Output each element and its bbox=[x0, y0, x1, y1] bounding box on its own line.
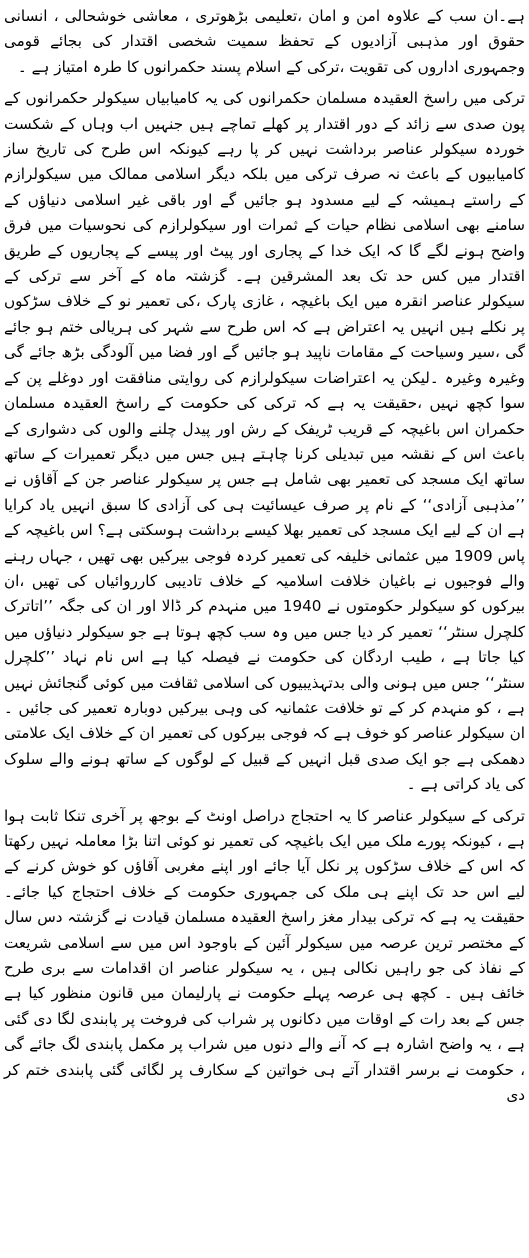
paragraph-secular-opposition: ترکی میں راسخ العقیدہ مسلمان حکمرانوں کی یہ کامیابیاں سیکولر حکمرانوں کے پون صدی سے زائد کے دور اقتدار پر کھلے تماچے ہیں جنہیں اب وہاں کے شکست خوردہ سیکولر عناصر برداشت نہیں کر پا رہے کیونکہ اس طرح کی تاریخ ساز کامیابیوں کے باعث نہ صرف ترکی میں بلکہ دیگر اسلامی ممالک میں سیکولرازم کے راستے ہمیشہ کے لیے مسدود ہو جائیں گے اور باقی غیر اسلامی دنیاؤں کے سامنے بھی اسلامی نظام حیات کے ثمرات اور سیکولرازم کی نحوسیات میں فرق واضح ہونے لگے گا کہ ایک خدا کے پجاری اور پیٹ اور پیسے کے پجاریوں کے طریق اقتدار میں کس حد تک بعد المشرقین ہے۔ گزشتہ ماہ کے آخر سے ترکی کے سیکولر عناصر انقرہ میں ایک باغیچہ ، غازی پارک ،کی تعمیر نو کے خلاف سڑکوں پر نکلے ہیں انہیں یہ اعتراض ہے کہ اس طرح سے شہر کی ہریالی ختم ہو جائے گی ،سیر وسیاحت کے مقامات ناپید ہو جائیں گے اور فضا میں آلودگی بڑھ جائے گی وغیرہ وغیرہ ۔لیکن یہ اعتراضات سیکولرازم کی روایتی منافقت اور دوغلے پن کے سوا کچھ نہیں ،حقیقت یہ ہے کہ ترکی کی حکومت کے راسخ العقیدہ مسلمان حکمران اس باغیچہ کے قریب ٹریفک کے رش اور پیدل چلنے والوں کی دشواری کے باعث اس کے نقشہ میں تبدیلی کرنا چاہتے ہیں جس میں دیگر تعمیرات کے ساتھ ساتھ ایک مسجد کی تعمیر بھی شامل ہے جس پر سیکولر عناصر جن کے آقاؤں نے ’’مذہبی آزادی‘‘ کے نام پر صرف عیسائیت ہی کی آزادی کا سبق انہیں یاد کرایا ہے ان کے لیے ایک مسجد کی تعمیر بھلا کیسے برداشت ہوسکتی ہے؟ اس باغیچہ کے پاس 1909 میں عثمانی خلیفہ کی تعمیر کردہ فوجی بیرکیں بھی تھیں ، جہاں رہنے والے فوجیوں نے باغیان خلافت اسلامیہ کے خلاف تادیبی کارروائیاں کی تھیں ،ان بیرکوں کو سیکولر حکومتوں نے 1940 میں منہدم کر ڈالا اور ان کی جگہ ’’اتاترک کلچرل سنٹر‘‘ تعمیر کر دیا جس میں وہ سب کچھ ہوتا ہے جو سیکولر دنیاؤں میں کیا جاتا ہے ، طیب اردگان کی حکومت نے فیصلہ کیا ہے اس نام نہاد ’’کلچرل سنٹر‘‘ جس میں ہونی والی بدتہذیبیوں کی اسلامی ثقافت میں کوئی گنجائش نہیں ہے ، کو منہدم کر کے تو خلافت عثمانیہ کی وہی بیرکیں دوبارہ تعمیر کی جائیں ۔ ان سیکولر عناصر کو خوف ہے کہ فوجی بیرکوں کی تعمیر ان کے خلاف ایک علامتی دھمکی ہے جو ایک صدی قبل انہیں کے قبیل کے لوگوں کے ساتھ ہونے والے سلوک کی یاد کراتی ہے ۔ bbox=[4, 89, 525, 794]
paragraph-protest: ترکی کے سیکولر عناصر کا یہ احتجاج دراصل اونٹ کے بوجھ پر آخری تنکا ثابت ہوا ہے ، کیونکہ پورے ملک میں ایک باغیچہ کی تعمیر نو کوئی اتنا بڑا معاملہ نہیں رکھتا کہ اس کے خلاف سڑکوں پر نکل آیا جائے اور اپنے مغربی آقاؤں کو خوش کرنے کے لیے اس حد تک اپنے ہی ملک کی جمہوری حکومت کے خلاف احتجاج کیا جائے۔ حقیقت یہ ہے کہ ترکی بیدار مغز راسخ العقیدہ مسلمان قیادت نے گزشتہ دس سال کے مختصر ترین عرصہ میں سیکولر آئین کے باوجود اس میں سے اسلامی شریعت کے نفاذ کی جو راہیں نکالی ہیں ، یہ سیکولر عناصر ان اقدامات سے بری طرح خائف ہیں ۔ کچھ ہی عرصہ پہلے حکومت نے پارلیمان میں قانون منظور کیا ہے جس کے بعد رات کے اوقات میں دکانوں پر شراب کی فروخت پر پابندی لگا دی گئی ہے ، یہ واضح اشارہ ہے کہ آنے والے دنوں میں شراب پر مکمل پابندی لگ جائے گی ، حکومت نے برسر اقتدار آتے ہی خواتین کے سکارف پر لگائی گئی پابندی ختم کر دی bbox=[4, 806, 525, 1105]
article-body bbox=[4, 4, 525, 1108]
paragraph-intro: ہے۔ان سب کے علاوہ امن و امان ،تعلیمی بڑھوتری ، معاشی خوشحالی ، انسانی حقوق اور مذہبی آزادیوں کے تحفظ سمیت شخصی اقتدار کی بجائے قومی وجمہوری اداروں کی تقویت ،ترکی کے اسلام پسند حکمرانوں کا طرہ امتیاز ہے ۔ bbox=[4, 7, 525, 76]
